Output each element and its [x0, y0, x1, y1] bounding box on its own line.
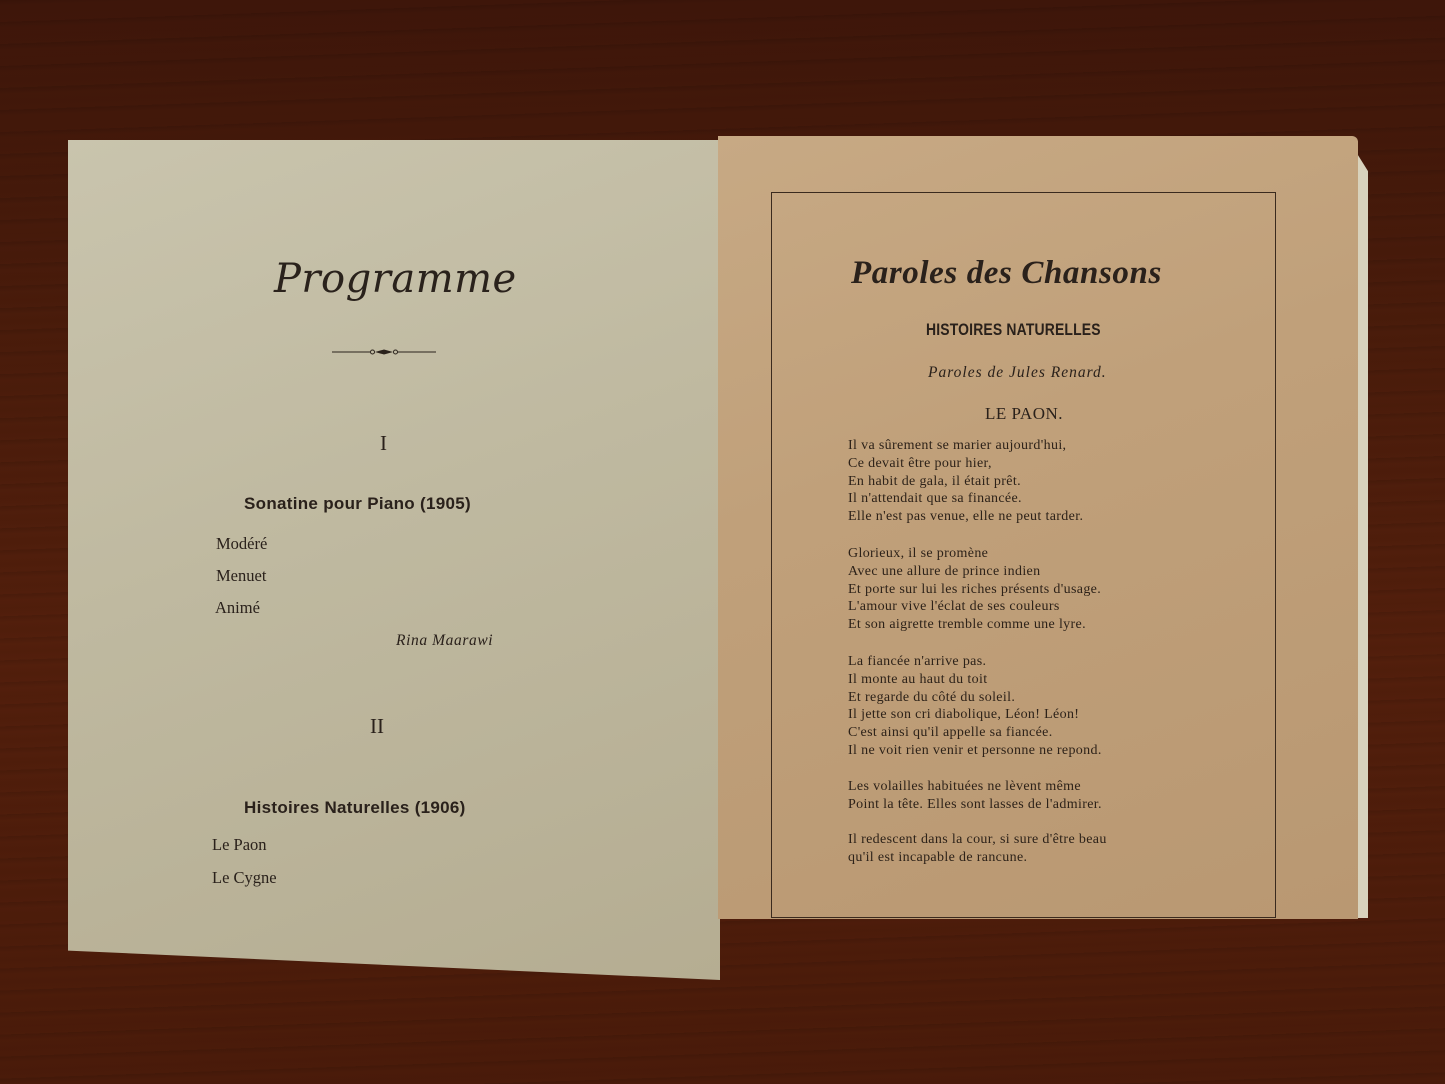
stanza-1 — [848, 437, 1083, 526]
piece-title-sonatine: Sonatine pour Piano (1905) — [244, 494, 471, 513]
piece-title-histoires: Histoires Naturelles (1906) — [244, 798, 466, 817]
lyric-line: Et porte sur lui les riches présents d'usage. — [848, 581, 1102, 597]
movement-item: Modéré — [216, 534, 268, 553]
lyric-line: Glorieux, il se promène — [848, 546, 989, 561]
lyric-line: C'est ainsi qu'il appelle sa fiancée. — [848, 725, 1053, 741]
lyric-line: Point la tête. Elles sont lasses de l'admirer. — [848, 796, 1102, 812]
lyric-line: Il jette son cri diabolique, Léon! Léon! — [848, 707, 1080, 723]
stanza-2 — [848, 545, 1101, 634]
movement-item: Le Cygne — [212, 868, 277, 887]
movement-item: Menuet — [216, 566, 267, 585]
stanza-4 — [848, 778, 1102, 814]
lyric-line: Il monte au haut du toit — [848, 671, 988, 687]
lyric-line: Il n'attendait que sa financée. — [848, 491, 1022, 507]
stanza-5 — [848, 831, 1107, 867]
lyrics-subtitle: HISTOIRES NATURELLES — [926, 320, 1101, 339]
lyric-line: Elle n'est pas venue, elle ne peut tarder. — [848, 509, 1084, 525]
lyric-line: Ce devait être pour hier, — [848, 455, 992, 471]
stanza-3 — [848, 653, 1102, 760]
lyric-line: qu'il est incapable de rancune. — [848, 849, 1028, 865]
lyric-line: Il redescent dans la cour, si sure d'être beau — [848, 832, 1107, 847]
programme-title: Programme — [274, 256, 517, 302]
lyric-line: Avec une allure de prince indien — [848, 563, 1041, 579]
section-numeral-2: II — [370, 714, 384, 738]
lyrics-page-title: Paroles des Chansons — [851, 255, 1162, 291]
lyric-line: La fiancée n'arrive pas. — [848, 654, 987, 669]
ornament-divider-icon — [332, 349, 436, 355]
lyric-line: Il va sûrement se marier aujourd'hui, — [848, 438, 1067, 453]
section-numeral-1: I — [380, 431, 387, 455]
song-title: LE PAON. — [985, 404, 1063, 423]
lyrics-author: Paroles de Jules Renard. — [928, 364, 1107, 381]
lyric-line: Et regarde du côté du soleil. — [848, 689, 1016, 705]
lyric-line: Et son aigrette tremble comme une lyre. — [848, 617, 1086, 633]
movement-item: Animé — [215, 598, 260, 617]
lyric-line: L'amour vive l'éclat de ses couleurs — [848, 599, 1060, 615]
performer-name: Rina Maarawi — [396, 632, 494, 649]
lyric-line: En habit de gala, il était prêt. — [848, 473, 1021, 489]
lyric-line: Il ne voit rien venir et personne ne repond. — [848, 742, 1102, 758]
lyric-line: Les volailles habituées ne lèvent même — [848, 779, 1081, 794]
movement-item: Le Paon — [212, 835, 267, 854]
